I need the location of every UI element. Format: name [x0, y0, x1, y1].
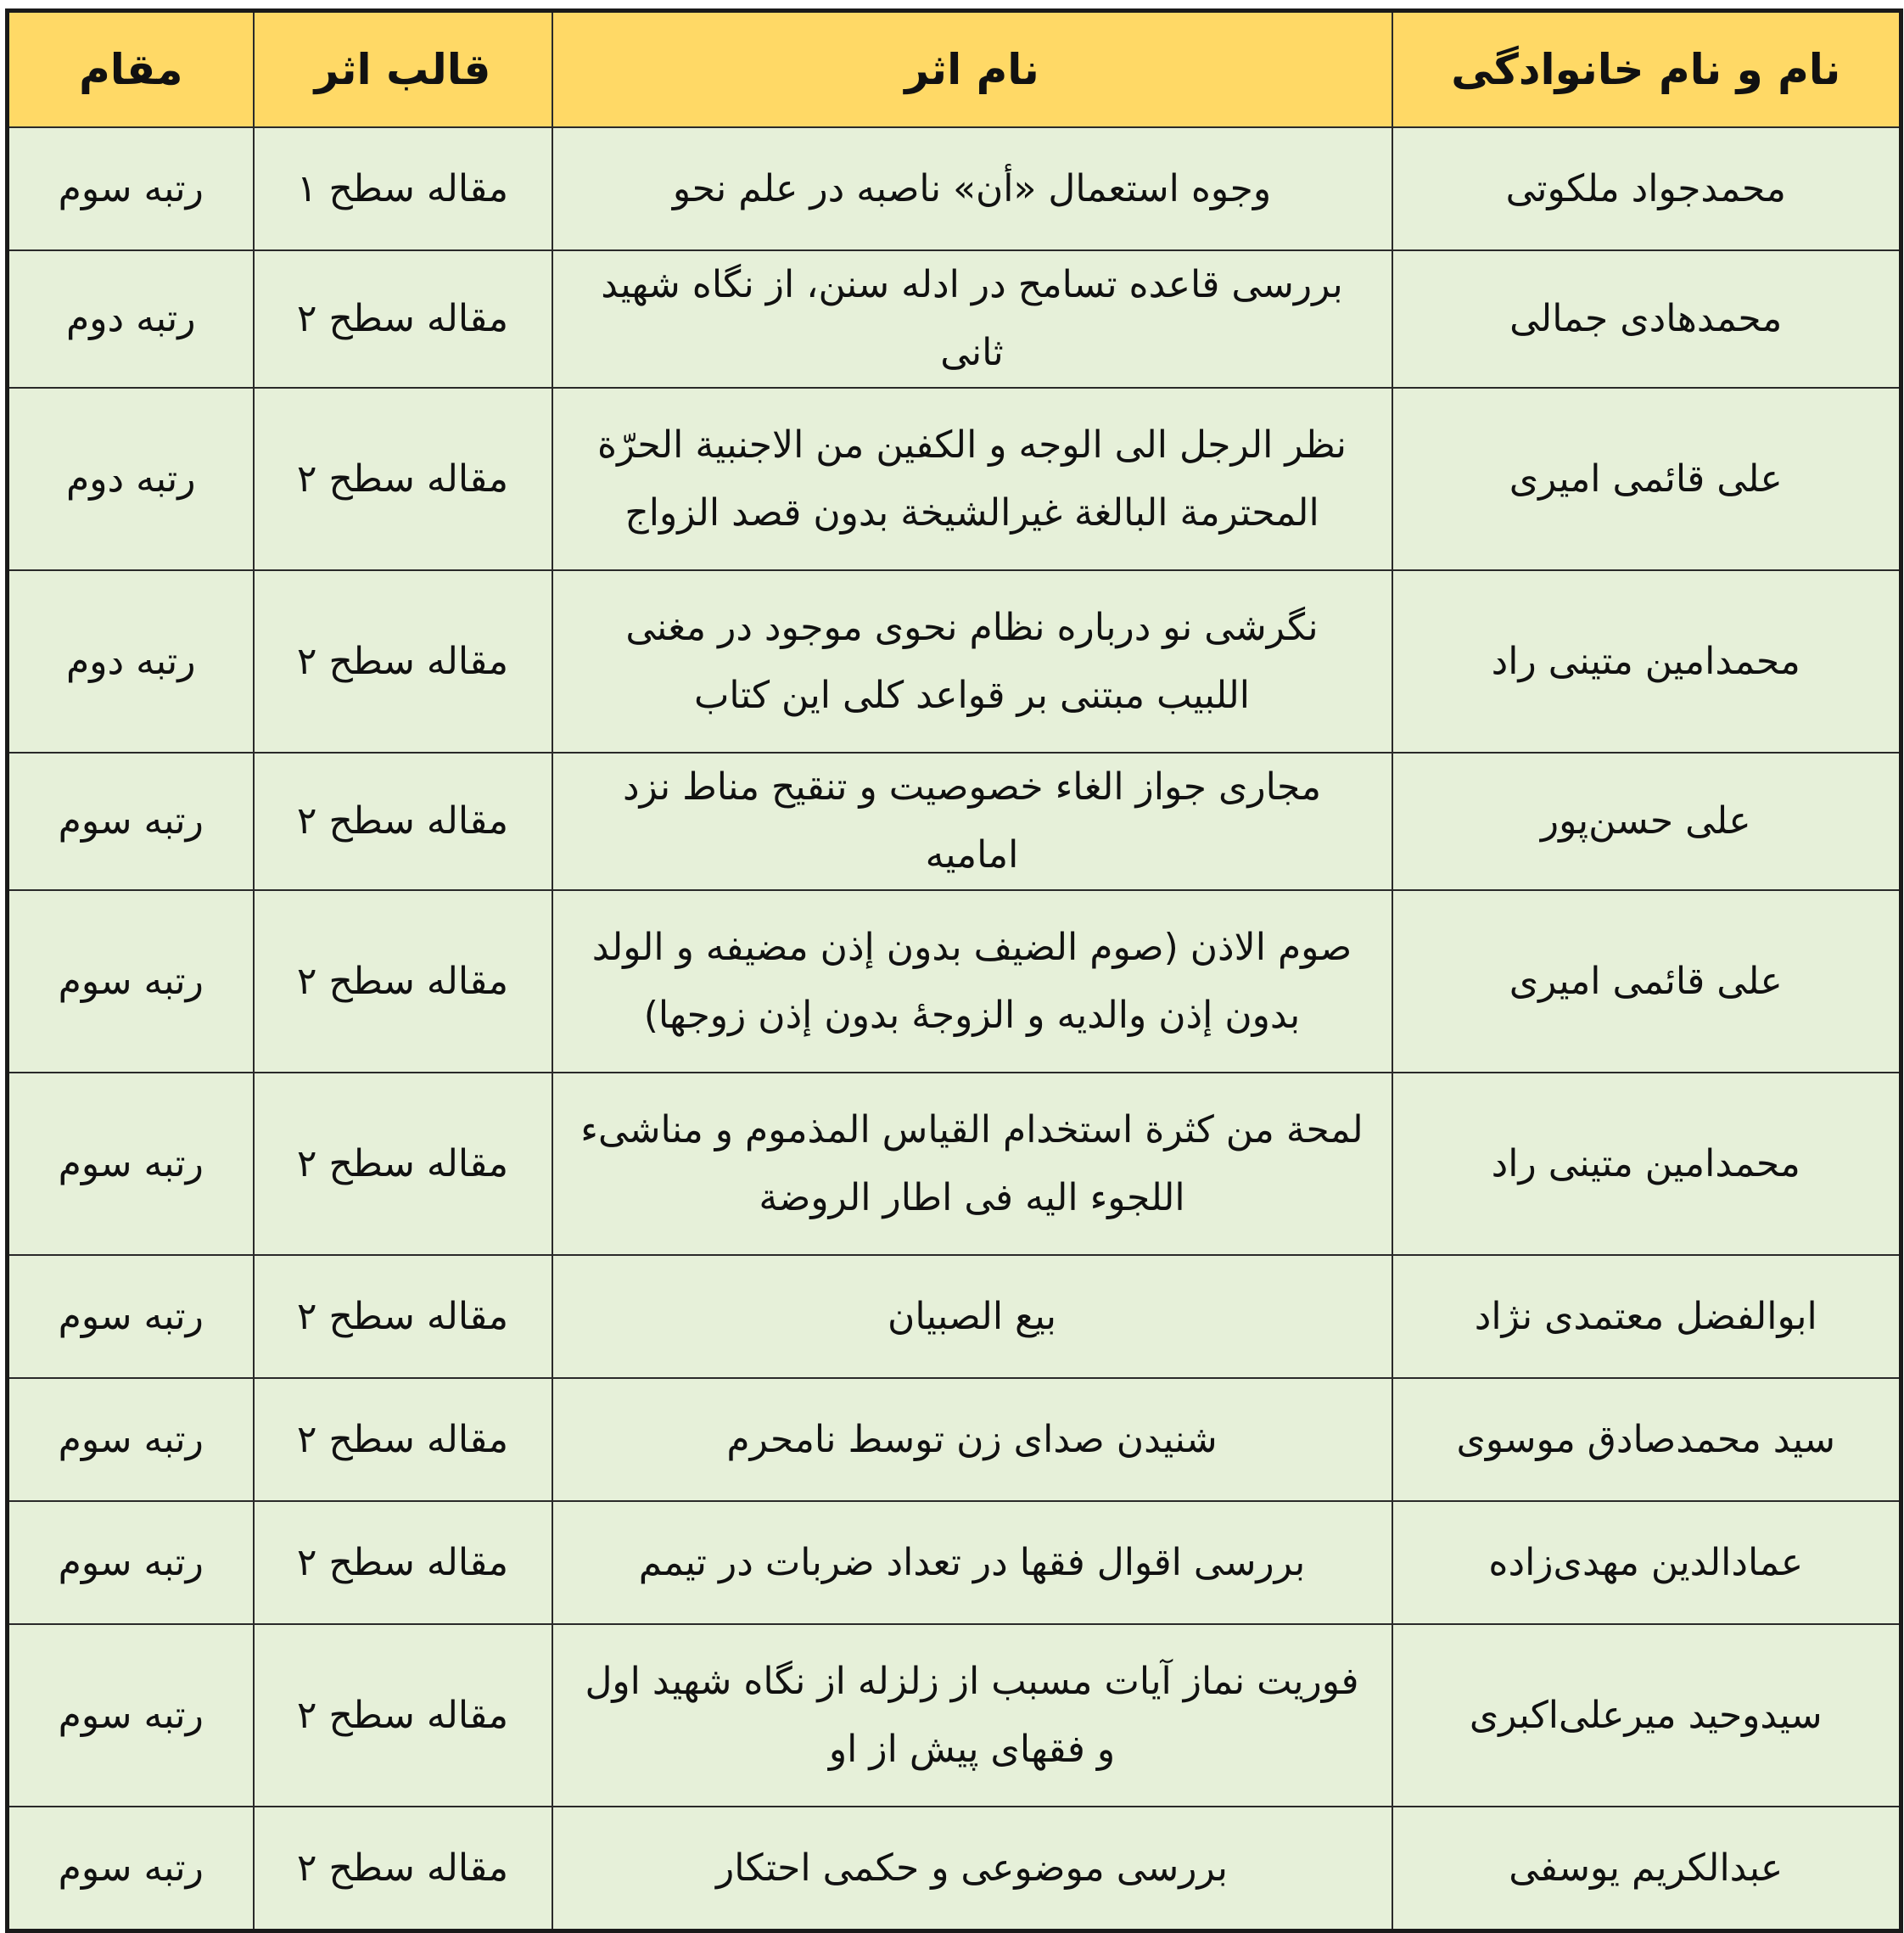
cell-work: نظر الرجل الی الوجه و الکفین من الاجنبیة الحرّة المحترمة البالغة غیرالشیخة بدون قصد الزواج — [552, 388, 1392, 570]
cell-format: مقاله سطح ۲ — [254, 1378, 552, 1501]
cell-name: عبدالکریم یوسفی — [1392, 1807, 1901, 1931]
cell-format: مقاله سطح ۲ — [254, 1501, 552, 1624]
cell-format: مقاله سطح ۲ — [254, 1073, 552, 1255]
cell-work: صوم الاذن (صوم الضیف بدون إذن مضیفه و الولد بدون إذن والدیه و الزوجهٔ بدون إذن زوجها) — [552, 890, 1392, 1073]
header-rank: مقام — [8, 11, 254, 128]
cell-name: علی قائمی امیری — [1392, 890, 1901, 1073]
cell-name: محمدامین متینی راد — [1392, 1073, 1901, 1255]
cell-rank: رتبه دوم — [8, 250, 254, 388]
cell-name: سید محمدصادق موسوی — [1392, 1378, 1901, 1501]
cell-format: مقاله سطح ۲ — [254, 388, 552, 570]
cell-format: مقاله سطح ۲ — [254, 1807, 552, 1931]
table-row — [8, 1073, 1901, 1255]
cell-work: بررسی موضوعی و حکمی احتکار — [552, 1807, 1392, 1931]
cell-name: محمدامین متینی راد — [1392, 570, 1901, 753]
table-row — [8, 1501, 1901, 1624]
cell-name: عمادالدین مهدی‌زاده — [1392, 1501, 1901, 1624]
cell-rank: رتبه سوم — [8, 1255, 254, 1378]
cell-rank: رتبه سوم — [8, 753, 254, 890]
cell-rank: رتبه دوم — [8, 570, 254, 753]
table-header-row — [8, 11, 1901, 128]
cell-rank: رتبه سوم — [8, 1807, 254, 1931]
cell-format: مقاله سطح ۲ — [254, 1624, 552, 1807]
cell-format: مقاله سطح ۲ — [254, 1255, 552, 1378]
table-row — [8, 753, 1901, 890]
cell-work: بیع الصبیان — [552, 1255, 1392, 1378]
cell-name: محمدجواد ملکوتی — [1392, 127, 1901, 250]
cell-work: نگرشی نو درباره نظام نحوی موجود در مغنی اللبیب مبتنی بر قواعد کلی این کتاب — [552, 570, 1392, 753]
cell-rank: رتبه سوم — [8, 127, 254, 250]
cell-format: مقاله سطح ۲ — [254, 753, 552, 890]
cell-name: محمدهادی جمالی — [1392, 250, 1901, 388]
table-row — [8, 570, 1901, 753]
cell-rank: رتبه دوم — [8, 388, 254, 570]
cell-rank: رتبه سوم — [8, 890, 254, 1073]
cell-work: فوریت نماز آیات مسبب از زلزله از نگاه شهید اول و فقهای پیش از او — [552, 1624, 1392, 1807]
cell-rank: رتبه سوم — [8, 1378, 254, 1501]
cell-name: ابوالفضل معتمدی نژاد — [1392, 1255, 1901, 1378]
cell-format: مقاله سطح ۲ — [254, 570, 552, 753]
cell-work: شنیدن صدای زن توسط نامحرم — [552, 1378, 1392, 1501]
header-work: نام اثر — [552, 11, 1392, 128]
table-row — [8, 1624, 1901, 1807]
table-row — [8, 1378, 1901, 1501]
cell-work: بررسی اقوال فقها در تعداد ضربات در تیمم — [552, 1501, 1392, 1624]
cell-rank: رتبه سوم — [8, 1624, 254, 1807]
cell-format: مقاله سطح ۲ — [254, 250, 552, 388]
table-row — [8, 1255, 1901, 1378]
cell-rank: رتبه سوم — [8, 1501, 254, 1624]
table-row — [8, 1807, 1901, 1931]
cell-format: مقاله سطح ۱ — [254, 127, 552, 250]
header-format: قالب اثر — [254, 11, 552, 128]
cell-format: مقاله سطح ۲ — [254, 890, 552, 1073]
table-row — [8, 890, 1901, 1073]
cell-name: علی حسن‌پور — [1392, 753, 1901, 890]
results-table-container — [5, 8, 1899, 1933]
table-row — [8, 388, 1901, 570]
header-name: نام و نام خانوادگی — [1392, 11, 1901, 128]
table-row — [8, 250, 1901, 388]
results-table — [5, 8, 1903, 1933]
cell-work: مجاری جواز الغاء خصوصیت و تنقیح مناط نزد امامیه — [552, 753, 1392, 890]
cell-work: وجوه استعمال «أن» ناصبه در علم نحو — [552, 127, 1392, 250]
cell-work: بررسی قاعده تسامح در ادله سنن، از نگاه شهید ثانی — [552, 250, 1392, 388]
cell-rank: رتبه سوم — [8, 1073, 254, 1255]
cell-name: سیدوحید میرعلی‌اکبری — [1392, 1624, 1901, 1807]
cell-name: علی قائمی امیری — [1392, 388, 1901, 570]
cell-work: لمحة من کثرة استخدام القیاس المذموم و مناشیء اللجوء الیه فی اطار الروضة — [552, 1073, 1392, 1255]
table-row — [8, 127, 1901, 250]
